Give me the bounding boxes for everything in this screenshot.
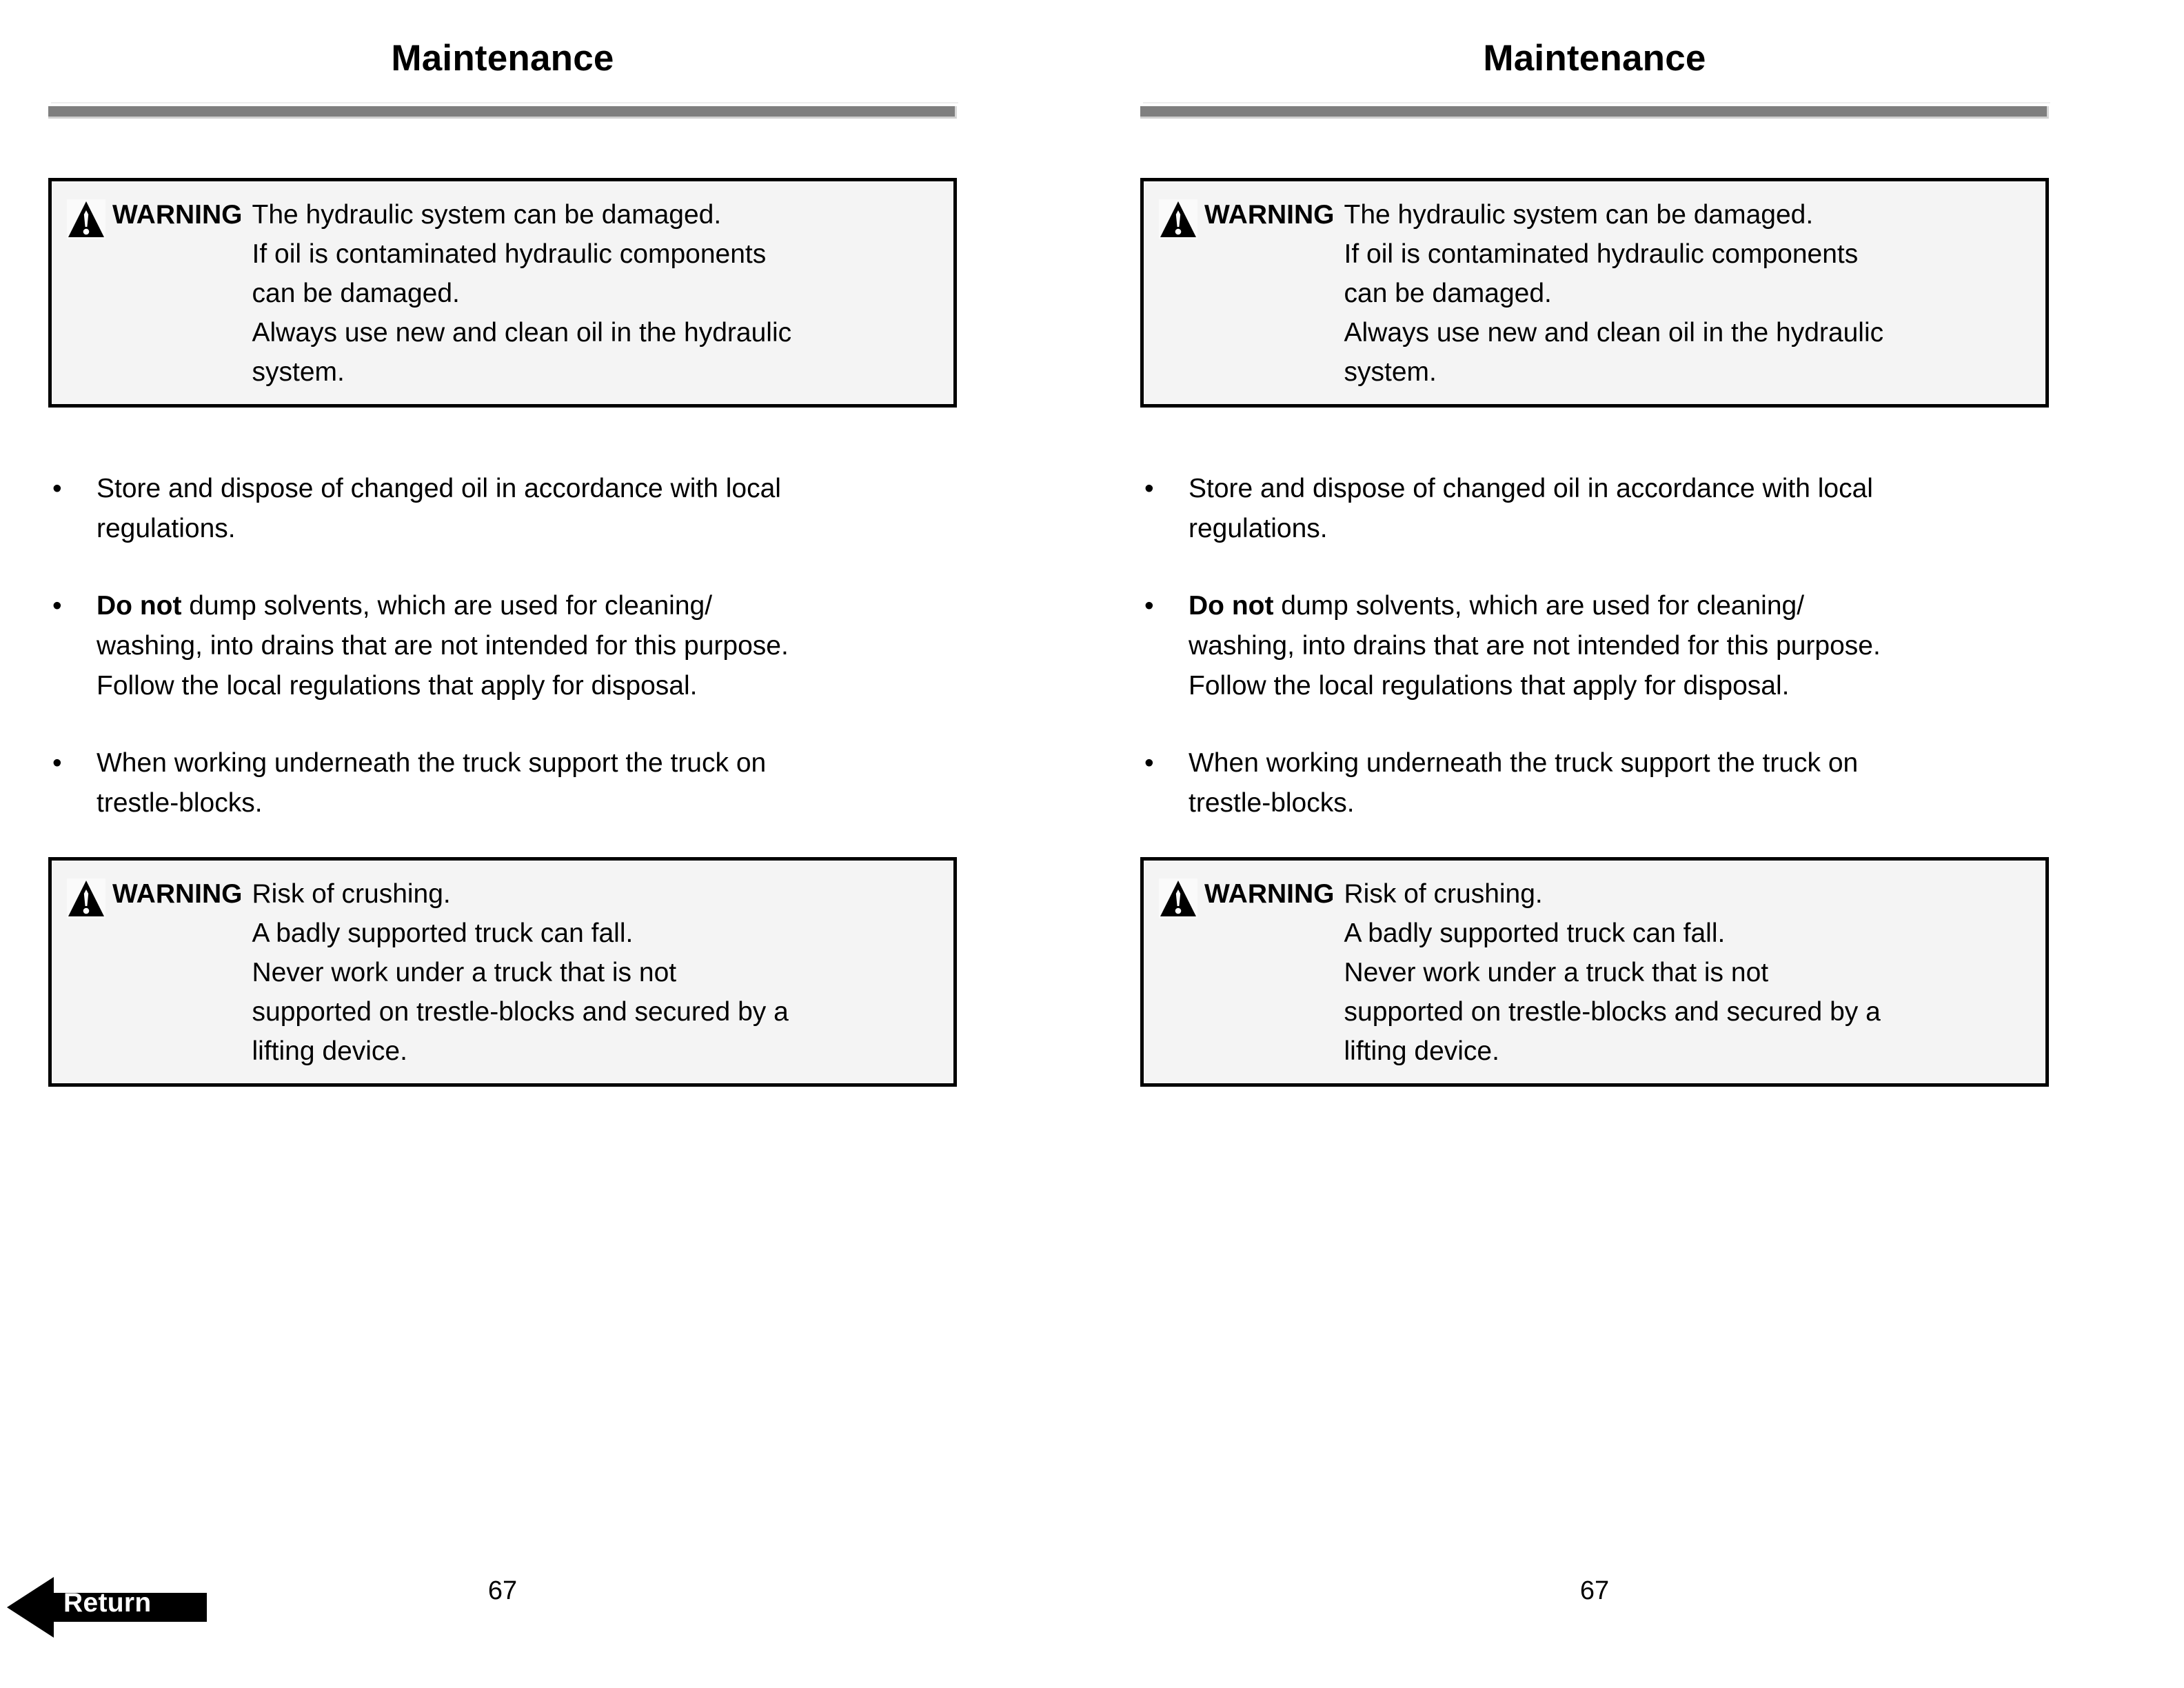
warning-text: The hydraulic system can be damaged. If oil is contaminated hydraulic components can be damaged. Always use new and clean oil in the hydraulic system. xyxy=(1344,200,1884,387)
list-item-text: When working underneath the truck support the truck on trestle-blocks. xyxy=(97,748,767,818)
title-rule-highlight xyxy=(1143,102,2050,103)
bullet-marker: • xyxy=(1144,748,1154,778)
list-item xyxy=(48,743,957,823)
warning-box-hydraulic xyxy=(1140,178,2049,408)
warning-text: Risk of crushing. A badly supported truck can fall. Never work under a truck that is not supported on trestle-blocks and secured by a lifting device. xyxy=(1344,879,1881,1066)
warning-label: WARNING xyxy=(1204,200,1335,230)
return-button-label: Return xyxy=(63,1588,152,1618)
emphasis-do-not: Do not xyxy=(97,591,182,621)
bullet-list xyxy=(1140,469,2049,861)
warning-box-crushing xyxy=(48,857,957,1087)
bullet-marker: • xyxy=(52,474,62,503)
title-rule xyxy=(48,106,957,119)
bullet-marker: • xyxy=(1144,474,1154,503)
return-button[interactable] xyxy=(7,1574,210,1640)
list-item xyxy=(1140,586,2049,706)
page-title: Maintenance xyxy=(391,38,614,79)
page-number: 67 xyxy=(487,1576,518,1605)
bullet-list xyxy=(48,469,957,861)
warning-text: The hydraulic system can be damaged. If oil is contaminated hydraulic components can be damaged. Always use new and clean oil in the hydraulic system. xyxy=(252,200,792,387)
warning-text: Risk of crushing. A badly supported truck can fall. Never work under a truck that is not supported on trestle-blocks and secured by a lifting device. xyxy=(252,879,789,1066)
warning-triangle-icon xyxy=(1159,878,1197,918)
list-item-text: Do not dump solvents, which are used for cleaning/ washing, into drains that are not intended for this purpose. Follow the local regulations that apply for disposal. xyxy=(97,591,789,701)
warning-triangle-icon xyxy=(67,199,105,239)
list-item-text: Store and dispose of changed oil in accordance with local regulations. xyxy=(1189,474,1873,543)
list-item xyxy=(48,586,957,706)
list-item-text: Store and dispose of changed oil in accordance with local regulations. xyxy=(97,474,781,543)
page-title: Maintenance xyxy=(1483,38,1706,79)
warning-box-hydraulic xyxy=(48,178,957,408)
bullet-marker: • xyxy=(52,748,62,778)
warning-label: WARNING xyxy=(112,200,243,230)
bullet-marker: • xyxy=(52,591,62,621)
title-rule xyxy=(1140,106,2049,119)
title-rule-highlight xyxy=(51,102,958,103)
bullet-marker: • xyxy=(1144,591,1154,621)
list-item xyxy=(1140,469,2049,549)
warning-triangle-icon xyxy=(1159,199,1197,239)
page-panel-right xyxy=(1092,0,2184,1688)
warning-box-crushing xyxy=(1140,857,2049,1087)
list-item-text: When working underneath the truck support the truck on trestle-blocks. xyxy=(1189,748,1859,818)
list-item xyxy=(48,469,957,549)
emphasis-do-not: Do not xyxy=(1189,591,1274,621)
list-item-text: Do not dump solvents, which are used for cleaning/ washing, into drains that are not intended for this purpose. Follow the local regulations that apply for disposal. xyxy=(1189,591,1881,701)
page-number: 67 xyxy=(1579,1576,1610,1605)
warning-label: WARNING xyxy=(1204,879,1335,909)
warning-label: WARNING xyxy=(112,879,243,909)
list-item xyxy=(1140,743,2049,823)
warning-triangle-icon xyxy=(67,878,105,918)
